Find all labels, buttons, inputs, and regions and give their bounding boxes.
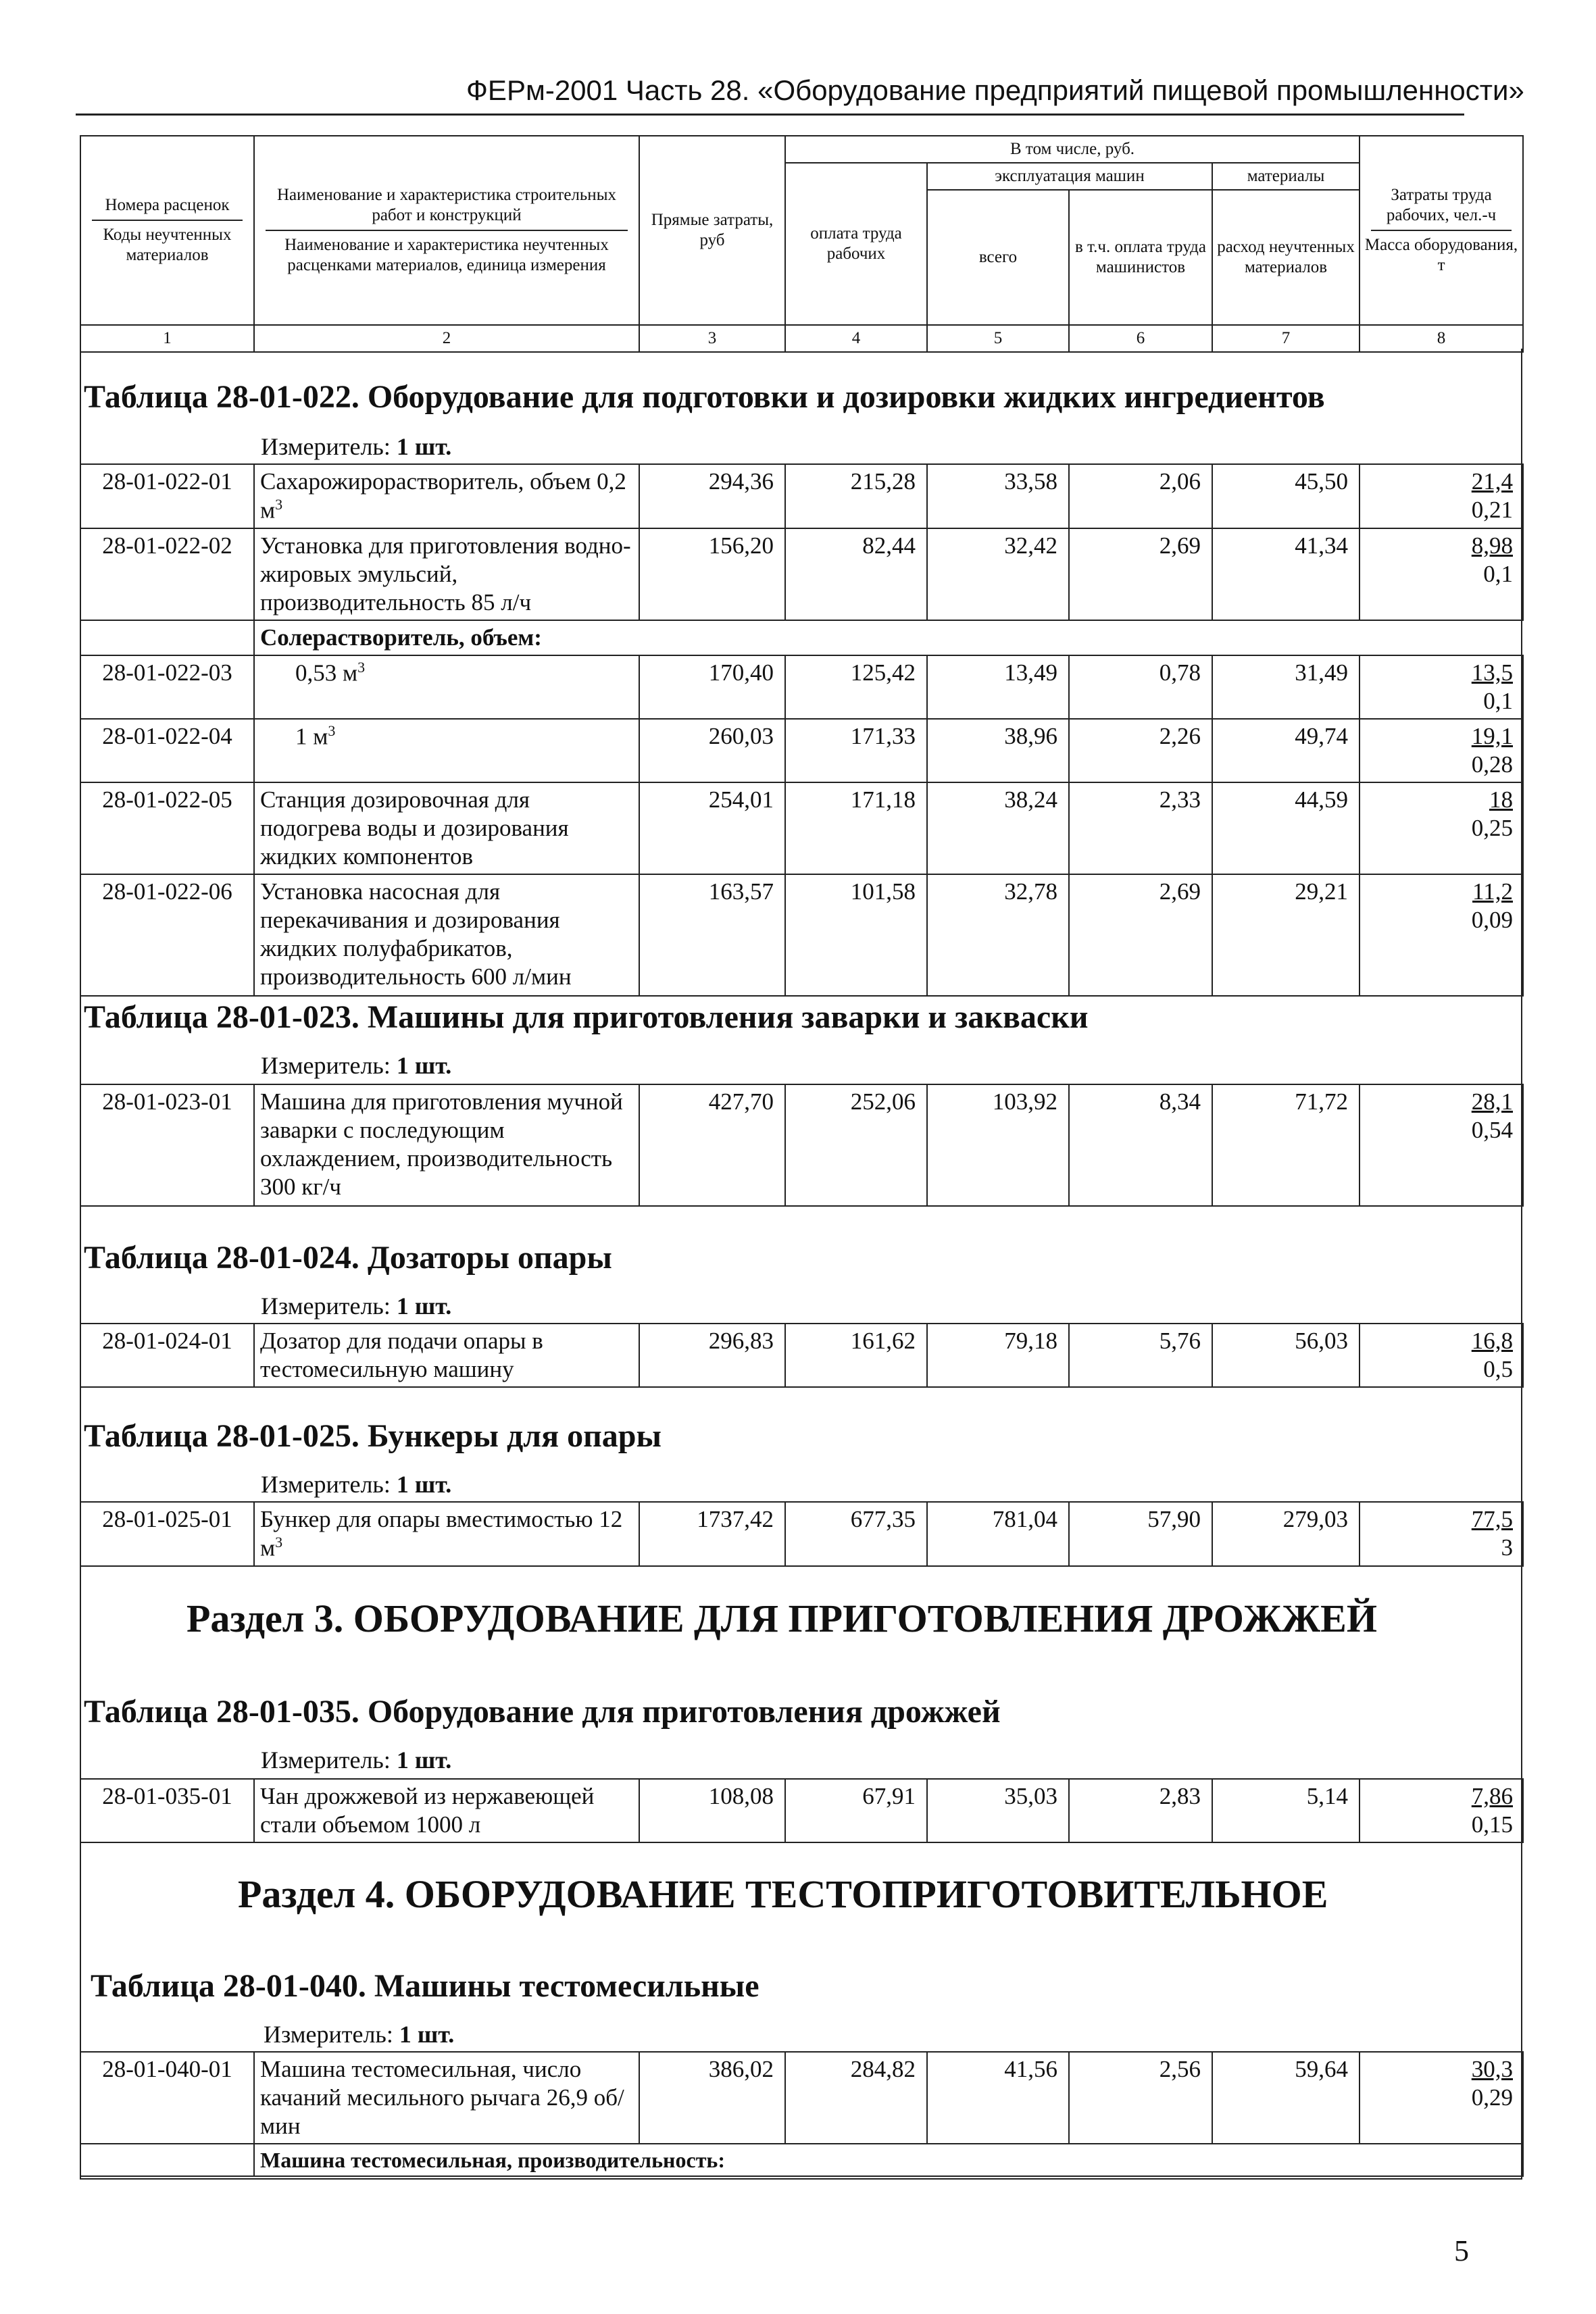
row-direct: 427,70 <box>639 1084 785 1206</box>
row-direct: 108,08 <box>639 1779 785 1842</box>
row-direct: 163,57 <box>639 874 785 996</box>
table-row <box>80 719 1523 782</box>
row-name: Установка насосная для перекачивания и дозирования жидких полуфабрикатов, производительность 600 л/мин <box>254 874 639 996</box>
row-mach-labor: 5,76 <box>1069 1324 1212 1387</box>
header-col4: оплата труда рабочих <box>785 163 927 325</box>
header-col2-top: Наименование и характеристика строительных работ и конструкций <box>276 186 616 224</box>
row-direct: 294,36 <box>639 464 785 528</box>
header-col7: расход неучтенных материалов <box>1212 190 1360 325</box>
page-number: 5 <box>1454 2234 1469 2267</box>
row-mat: 59,64 <box>1212 2052 1360 2144</box>
row-mat: 45,50 <box>1212 464 1360 528</box>
unit-040: Измеритель: 1 шт. <box>264 2021 455 2048</box>
row-direct: 260,03 <box>639 719 785 782</box>
header-num-2: 2 <box>254 325 639 352</box>
unit-023: Измеритель: 1 шт. <box>261 1052 452 1079</box>
row-mat: 49,74 <box>1212 719 1360 782</box>
header-num-5: 5 <box>927 325 1069 352</box>
row-mach: 781,04 <box>927 1502 1069 1566</box>
row-mat: 279,03 <box>1212 1502 1360 1566</box>
table-row <box>80 655 1523 719</box>
row-code: 28-01-035-01 <box>80 1779 254 1842</box>
row-code: 28-01-022-05 <box>80 782 254 874</box>
subheading-row <box>80 2144 1523 2176</box>
header-group: В том числе, руб. <box>785 136 1360 163</box>
row-mat: 5,14 <box>1212 1779 1360 1842</box>
row-labor: 101,58 <box>785 874 927 996</box>
row-code: 28-01-022-06 <box>80 874 254 996</box>
subheading-testomes: Машина тестомесильная, производительность: <box>254 2144 1523 2176</box>
header-col2 <box>254 136 639 325</box>
row-code: 28-01-040-01 <box>80 2052 254 2144</box>
section-4-title: Раздел 4. ОБОРУДОВАНИЕ ТЕСТОПРИГОТОВИТЕЛЬНОЕ <box>238 1872 1328 1916</box>
table-title-035: Таблица 28-01-035. Оборудование для приготовления дрожжей <box>84 1694 1001 1730</box>
row-labor: 215,28 <box>785 464 927 528</box>
header-col2-bottom: Наименование и характеристика неучтенных расценками материалов, единица измерения <box>284 236 609 274</box>
unit-024: Измеритель: 1 шт. <box>261 1292 452 1319</box>
table-row <box>80 464 1523 528</box>
unit-025: Измеритель: 1 шт. <box>261 1471 452 1498</box>
header-col1 <box>80 136 254 325</box>
column-header-table <box>80 135 1524 353</box>
row-code: 28-01-022-01 <box>80 464 254 528</box>
rows-024 <box>80 1323 1524 1388</box>
row-labor-mass: 7,86 0,15 <box>1360 1779 1523 1842</box>
row-code: 28-01-022-03 <box>80 655 254 719</box>
row-labor-mass: 16,8 0,5 <box>1360 1324 1523 1387</box>
row-code: 28-01-022-02 <box>80 528 254 620</box>
row-mach-labor: 2,33 <box>1069 782 1212 874</box>
header-col8-bottom: Масса оборудования, т <box>1364 236 1518 274</box>
row-labor: 82,44 <box>785 528 927 620</box>
rows-035 <box>80 1778 1524 1843</box>
row-name: Машина для приготовления мучной заварки с последующим охлаждением, производительность 300 кг/ч <box>254 1084 639 1206</box>
row-name: Установка для приготовления водно-жировых эмульсий, производительность 85 л/ч <box>254 528 639 620</box>
row-mach: 33,58 <box>927 464 1069 528</box>
row-mach: 13,49 <box>927 655 1069 719</box>
header-col1-top: Номера расценок <box>105 196 230 214</box>
row-labor: 67,91 <box>785 1779 927 1842</box>
header-num-3: 3 <box>639 325 785 352</box>
row-name: Станция дозировочная для подогрева воды и дозирования жидких компонентов <box>254 782 639 874</box>
row-name: Сахарожирорастворитель, объем 0,2 $м^3$ <box>254 464 639 528</box>
row-labor: 252,06 <box>785 1084 927 1206</box>
row-name: 1 $м^3$ <box>254 719 639 782</box>
row-labor: 171,18 <box>785 782 927 874</box>
table-row <box>80 1502 1523 1566</box>
row-mach: 32,78 <box>927 874 1069 996</box>
subheading-solerastvoritel: Солерастворитель, объем: <box>254 620 1523 655</box>
unit-022: Измеритель: 1 шт. <box>261 433 452 460</box>
row-labor-mass: 13,5 0,1 <box>1360 655 1523 719</box>
header-col8-top: Затраты труда рабочих, чел.-ч <box>1386 186 1497 224</box>
header-col3: Прямые затраты, руб <box>639 136 785 325</box>
row-mat: 41,34 <box>1212 528 1360 620</box>
row-labor: 677,35 <box>785 1502 927 1566</box>
row-direct: 170,40 <box>639 655 785 719</box>
table-row <box>80 782 1523 874</box>
row-labor-mass: 28,1 0,54 <box>1360 1084 1523 1206</box>
header-col8 <box>1360 136 1523 325</box>
row-labor: 161,62 <box>785 1324 927 1387</box>
row-mach-labor: 2,26 <box>1069 719 1212 782</box>
header-col5: всего <box>927 190 1069 325</box>
row-mach-labor: 8,34 <box>1069 1084 1212 1206</box>
table-title-022: Таблица 28-01-022. Оборудование для подготовки и дозировки жидких ингредиентов <box>84 379 1325 415</box>
subheading-row <box>80 620 1523 655</box>
table-row <box>80 1084 1523 1206</box>
section-3-title: Раздел 3. ОБОРУДОВАНИЕ ДЛЯ ПРИГОТОВЛЕНИЯ ДРОЖЖЕЙ <box>186 1596 1377 1640</box>
row-labor-mass: 21,4 0,21 <box>1360 464 1523 528</box>
row-direct: 296,83 <box>639 1324 785 1387</box>
row-mach: 79,18 <box>927 1324 1069 1387</box>
row-mach: 38,96 <box>927 719 1069 782</box>
rows-022 <box>80 463 1524 997</box>
row-name: Машина тестомесильная, число качаний месильного рычага 26,9 об/мин <box>254 2052 639 2144</box>
row-mach-labor: 2,83 <box>1069 1779 1212 1842</box>
row-code: 28-01-023-01 <box>80 1084 254 1206</box>
row-mach-labor: 2,56 <box>1069 2052 1212 2144</box>
row-mach: 103,92 <box>927 1084 1069 1206</box>
row-mach-labor: 57,90 <box>1069 1502 1212 1566</box>
row-mat: 71,72 <box>1212 1084 1360 1206</box>
header-num-8: 8 <box>1360 325 1523 352</box>
header-num-1: 1 <box>80 325 254 352</box>
row-labor-mass: 8,98 0,1 <box>1360 528 1523 620</box>
table-title-023: Таблица 28-01-023. Машины для приготовления заварки и закваски <box>84 999 1089 1035</box>
header-num-7: 7 <box>1212 325 1360 352</box>
row-mach: 41,56 <box>927 2052 1069 2144</box>
row-mach-labor: 2,69 <box>1069 528 1212 620</box>
row-name: Дозатор для подачи опары в тестомесильную машину <box>254 1324 639 1387</box>
row-labor-mass: 30,3 0,29 <box>1360 2052 1523 2144</box>
row-code: 28-01-022-04 <box>80 719 254 782</box>
row-mat: 44,59 <box>1212 782 1360 874</box>
row-labor-mass: 11,2 0,09 <box>1360 874 1523 996</box>
header-machines: эксплуатация машин <box>927 163 1212 190</box>
table-title-040: Таблица 28-01-040. Машины тестомесильные <box>91 1968 759 2004</box>
row-labor-mass: 19,1 0,28 <box>1360 719 1523 782</box>
row-name: Чан дрожжевой из нержавеющей стали объемом 1000 л <box>254 1779 639 1842</box>
row-labor: 125,42 <box>785 655 927 719</box>
row-labor-mass: 18 0,25 <box>1360 782 1523 874</box>
rows-025 <box>80 1501 1524 1567</box>
table-row <box>80 874 1523 996</box>
header-rule <box>76 114 1464 116</box>
table-title-024: Таблица 28-01-024. Дозаторы опары <box>84 1240 612 1276</box>
row-direct: 254,01 <box>639 782 785 874</box>
row-direct: 386,02 <box>639 2052 785 2144</box>
rows-040 <box>80 2051 1524 2177</box>
header-num-4: 4 <box>785 325 927 352</box>
row-mach-labor: 2,06 <box>1069 464 1212 528</box>
row-labor: 284,82 <box>785 2052 927 2144</box>
row-code: 28-01-024-01 <box>80 1324 254 1387</box>
table-row <box>80 2052 1523 2144</box>
row-direct: 156,20 <box>639 528 785 620</box>
row-mach-labor: 0,78 <box>1069 655 1212 719</box>
row-labor-mass: 77,5 3 <box>1360 1502 1523 1566</box>
page-header: ФЕРм-2001 Часть 28. «Оборудование предприятий пищевой промышленности» <box>466 74 1524 106</box>
row-name: 0,53 $м^3$ <box>254 655 639 719</box>
header-num-6: 6 <box>1069 325 1212 352</box>
row-mach: 35,03 <box>927 1779 1069 1842</box>
row-mach: 32,42 <box>927 528 1069 620</box>
header-col1-bottom: Коды неучтенных материалов <box>103 226 232 264</box>
row-name: Бункер для опары вместимостью 12 $м^3$ <box>254 1502 639 1566</box>
table-title-025: Таблица 28-01-025. Бункеры для опары <box>84 1418 662 1454</box>
row-mat: 29,21 <box>1212 874 1360 996</box>
row-mat: 31,49 <box>1212 655 1360 719</box>
table-row <box>80 528 1523 620</box>
row-labor: 171,33 <box>785 719 927 782</box>
rows-023 <box>80 1084 1524 1207</box>
table-row <box>80 1779 1523 1842</box>
row-mach: 38,24 <box>927 782 1069 874</box>
header-col6: в т.ч. оплата труда машинистов <box>1069 190 1212 325</box>
row-mat: 56,03 <box>1212 1324 1360 1387</box>
row-mach-labor: 2,69 <box>1069 874 1212 996</box>
unit-035: Измеритель: 1 шт. <box>261 1746 452 1774</box>
row-direct: 1737,42 <box>639 1502 785 1566</box>
table-row <box>80 1324 1523 1387</box>
header-materials: материалы <box>1212 163 1360 190</box>
row-code: 28-01-025-01 <box>80 1502 254 1566</box>
